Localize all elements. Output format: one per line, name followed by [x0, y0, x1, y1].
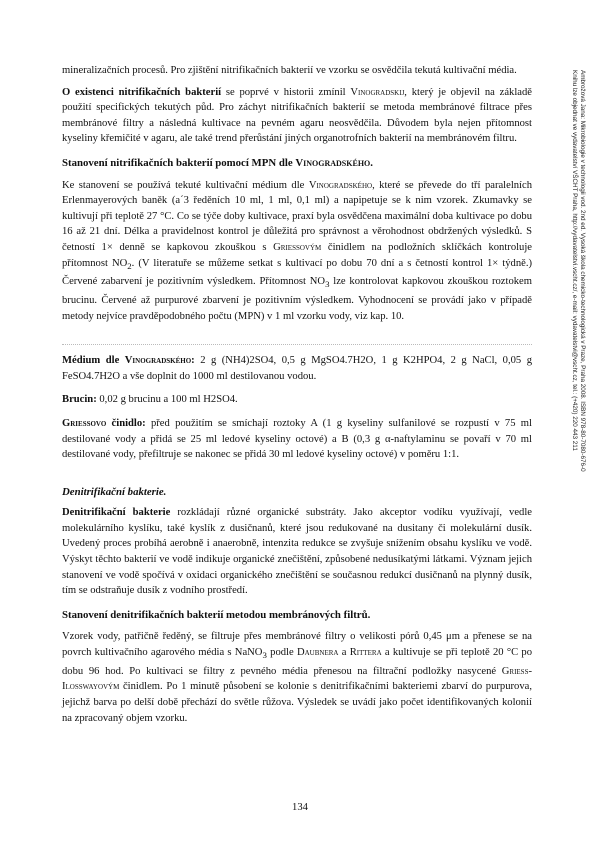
heading-text: Stanovení nitrifikačních bakterií pomocí MPN dle: [62, 156, 296, 169]
text-fragment: , které se převede do tří paralelních Erlenmayerových baněk (a´3 ředěních 10 ml, 1 ml, 0,1 ml) a napipetuje se k nim vzorek. Zkumavky se kultivují při teplotě 27 °C. Co se týče doby kultivace, praxí byla osvědčena maximální doba kultivace po dobu 16 až 21 dní. Délka a pravidelnost kontrol je důležitá pro správnost a věrohodnost obdržených výsledků. S četností 1× denně se kapkovou zkouškou s: [62, 179, 532, 253]
text-fragment: se poprvé v historii zmínil: [221, 86, 351, 98]
page-body: [62, 63, 532, 726]
heading-end: .: [370, 156, 373, 169]
paragraph-denitrification: [62, 505, 532, 599]
reagent-title: Brucin:: [62, 394, 97, 406]
subscript: 2: [127, 260, 132, 271]
reagent-title: činidlo:: [106, 417, 146, 429]
section-title-denitrification: Denitrifikační bakterie.: [62, 485, 167, 498]
text-fragment: činidlem. Po 1 minutě působení se kolonie s denitrifikačními bakteriemi zbarví do purpurova, jejichž barva po delší době přechází do světle růžova. Výsledek se uvádí jako počet identifikovaných kolonií na zpracovaný objem vzorku.: [62, 681, 532, 724]
text-fragment: podle: [266, 647, 297, 659]
paragraph-membrane-filter: [62, 629, 532, 726]
reagents-box: [62, 344, 532, 463]
reagent-text: 2 g (NH4)2SO4, 0,5 g MgSO4.7H2O, 1 g K2HPO4, 2 g NaCl, 0,05 g FeSO4.7H2O a vše doplnit do 1000 ml destilovanou vodou.: [62, 355, 533, 382]
paragraph-nitrification-history: [62, 85, 532, 147]
reagent-griess: [62, 416, 532, 463]
text-fragment: a: [338, 647, 350, 659]
text-fragment: . (V literatuře se můžeme setkat s kultivací po dobu 70 dní a s četností kontrol 1× týdně.) Červené zabarvení je pozitivním výsledkem. Přítomnost NO: [62, 257, 532, 288]
text-fragment: Vzorek vody, patřičně ředěný, se filtruje přes membránové filtry o velikosti pórů 0,45 μm a přenese se na povrch kultivačního agarového média s NaNO: [62, 631, 532, 659]
heading-membrane-filter: Stanovení denitrifikačních bakterií metodou membránových filtrů.: [62, 608, 371, 621]
text-fragment: rozkládají různé organické substráty. Jako akceptor vodíku využívají, vedle molekulárního kyslíku, také kyslík z dusičnanů, které jsou redukované na dusitany či molekulární dusík. Uvedený proces probíhá aerobně i anaerobně, intenzita redukce se zvyšuje snížením obsahu kyslíku ve vodě. Výskyt těchto bakterií ve vodě indikuje organické znečištění, způsobené nedusíkatými látkami. Význam jejich stanovení ve vodě spočívá v oxidaci organického znečištění se současnou redukcí dusičnanů na plynný dusík, tím se odstraňuje dusík z vodního prostředí.: [62, 507, 532, 597]
reagent-title: Médium dle: [62, 355, 125, 367]
lead-term: O existenci nitrifikačních bakterií: [62, 86, 222, 98]
reagent-medium: [62, 353, 532, 384]
author-name: Griessovým: [273, 241, 322, 253]
text-fragment: lze kontrolovat kapkovou zkouškou roztokem brucinu. Červené až purpurové zbarvení je pozitivním výsledkem. Vyhodnocení se provádí jako v případě metody nejvíce pravděpodobného počtu (MPN) v 1 ml vzorku vody, viz kap. 10.: [62, 276, 532, 322]
paragraph-mpn-method: [62, 178, 532, 325]
subscript: 3: [325, 279, 330, 290]
reagent-text: před použitím se smíchají roztoky A (1 g kyseliny sulfanilové se rozpustí v 75 ml destilované vody a přidá se 25 ml ledové kyseliny octové) a B (0,3 g α-naftylaminu se povaří v 70 ml destilované vody, přefiltruje se nakonec se přidá 30 ml ledové kyseliny octové) v poměru 1:1.: [62, 417, 532, 461]
sidebar-order-line: Knihu lze objednat ve vydavatelství VŠCHT Praha, http://vydavatelstvi.vscht.cz/, e-mail: vydavatelstvi@vscht.cz, tel.: (+420) 220 443 211: [571, 70, 578, 451]
heading-mpn-method: [62, 156, 532, 172]
sidebar-citation: [570, 70, 586, 630]
author-name: Griessovo: [62, 417, 107, 429]
author-name: Rittera: [349, 647, 382, 659]
text-fragment: , který je objevil na základě použití specifických tekutých půd. Pro záchyt nitrifikačních bakterií se metoda membránové filtrace přes membránové filtry a následná kultivace na pevném agaru neosvědčila. Důvodem byla nejen přítomnost kyseliny křemičité v agaru, ale také trend přerůstání jiných organotrofních bakterií na membránovém filtru.: [62, 86, 532, 145]
text-fragment: a kultivuje se při teplotě 20 °C po dobu 96 hod. Po kultivaci se filtry z pevného média přenesou na filtrační podložky nasycené: [62, 647, 533, 677]
author-name: Vinogradského: [124, 355, 192, 367]
paragraph-intro: mineralizačních procesů. Pro zjištění nitrifikačních bakterií ve vzorku se osvědčila tekutá kultivační média.: [62, 65, 517, 76]
reagent-colon: :: [191, 355, 195, 367]
subscript: 3: [262, 650, 267, 661]
author-name: Vinogradského: [295, 156, 371, 169]
sidebar-citation-line: Ambrožová Jana: Mikrobiologie v technologii vod. 2nd ed. Vysoká škola chemicko-technologická v Praze, Praha 2008. ISBN 978-80-7080-676-0: [579, 70, 586, 472]
page-number: 134: [292, 802, 308, 813]
author-name: Griess-Ilosswayovým: [62, 665, 532, 693]
reagent-text: 0,02 g brucinu a 100 ml H2SO4.: [96, 394, 238, 406]
author-name: Daubnera: [296, 647, 339, 659]
author-name: Vinogradského: [308, 179, 373, 191]
reagent-brucin: [62, 392, 532, 408]
text-fragment: Ke stanovení se používá tekuté kultivační médium dle: [62, 179, 309, 191]
lead-term: Denitrifikační bakterie: [62, 507, 171, 519]
text-fragment: činidlem na podložních sklíčkách kontroluje přítomnost NO: [62, 241, 532, 269]
author-name: Vinogradskij: [350, 86, 405, 98]
